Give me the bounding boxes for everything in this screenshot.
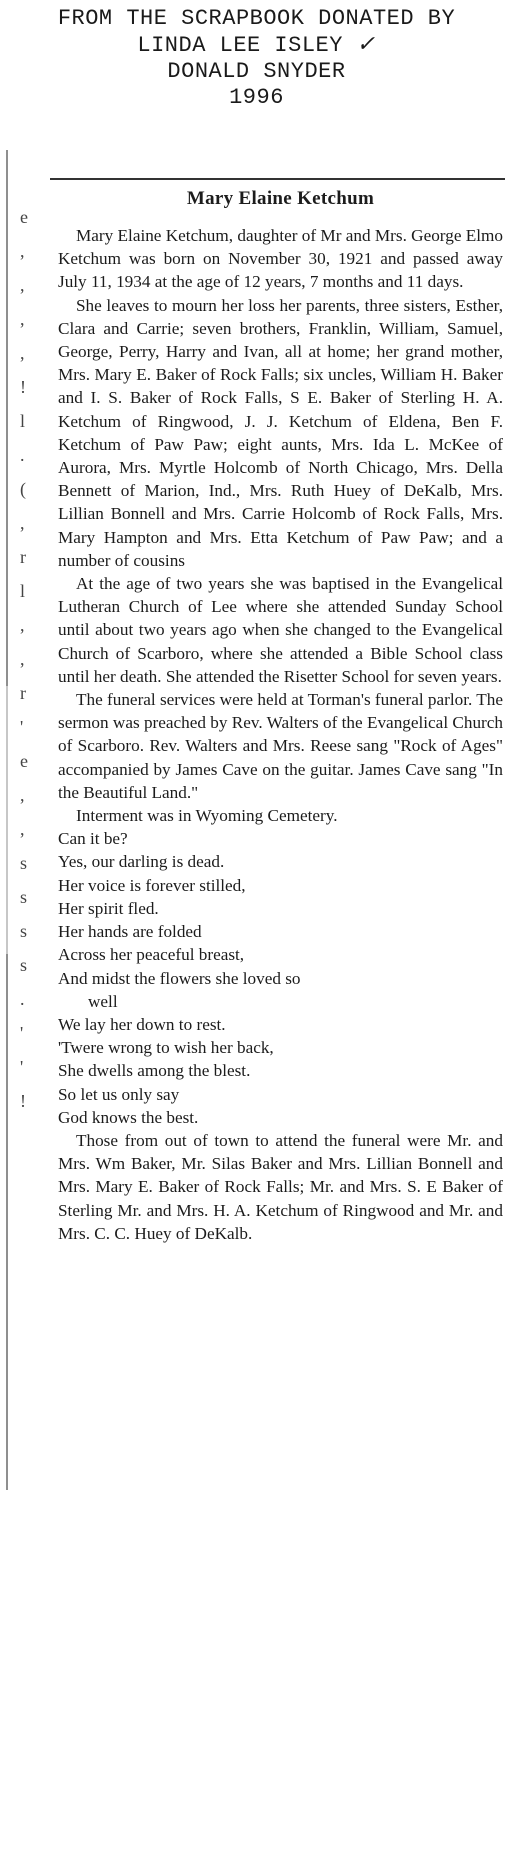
poem-line: And midst the flowers she loved so xyxy=(58,968,301,988)
poem-line: Can it be? xyxy=(58,829,128,849)
poem-line: well xyxy=(88,991,118,1011)
adjacent-column-fragment: s xyxy=(20,887,28,907)
adjacent-column-fragment: ! xyxy=(20,377,26,397)
poem-line: 'Twere wrong to wish her back, xyxy=(58,1038,274,1058)
obituary-article xyxy=(58,188,503,1245)
poem-line: Her hands are folded xyxy=(58,922,202,942)
paragraph-interment: Interment was in Wyoming Cemetery. xyxy=(76,806,338,826)
header-line-1: FROM THE SCRAPBOOK DONATED BY xyxy=(57,6,456,31)
adjacent-column-fragment: , xyxy=(20,649,25,669)
adjacent-column-fragment: l xyxy=(20,581,26,601)
adjacent-column-fragment: ' xyxy=(20,1057,24,1077)
adjacent-column-fragment: , xyxy=(20,615,25,635)
adjacent-column-fragment: , xyxy=(20,513,25,533)
adjacent-column-fragment: ! xyxy=(20,1091,26,1111)
adjacent-column-fragment: ( xyxy=(20,479,26,499)
poem-line: Her voice is forever stilled, xyxy=(58,875,246,895)
poem-line: We lay her down to rest. xyxy=(58,1014,226,1034)
adjacent-column-fragment: e xyxy=(20,207,28,227)
header-line-2 xyxy=(0,32,513,59)
adjacent-column-fragment: r xyxy=(20,547,26,567)
paragraph-survivors: She leaves to mourn her loss her parents, three sisters, Esther, Clara and Carrie; seven brothers, Franklin, William, Samuel, George, Perry, Harry and Ivan, all at home; her grand mother, Mrs. Mary E. Baker of Rock Falls; six uncles, William H. Baker and I. S. Baker of Rock Falls, S E. Baker of Sterling H. A. Ketchum of Ringwood, J. J. Ketchum of Eldena, Ben F. Ketchum of Paw Paw; eight aunts, Mrs. Ida L. McKee of Aurora, Mrs. Myrtle Holcomb of North Chicago, Mrs. Della Bennett of Marion, Ind., Mrs. Ruth Huey of DeKalb, Mrs. Lillian Bonnell and Mrs. Carrie Holcomb of Rock Falls, Mrs. Mary Hampton and Mrs. Etta Ketchum of Paw Paw; and a number of cousins xyxy=(58,295,503,570)
adjacent-column-fragment: l xyxy=(20,411,26,431)
donor-name: LINDA LEE ISLEY xyxy=(137,33,343,58)
adjacent-column-fragment: , xyxy=(20,241,25,261)
paragraph-birth: Mary Elaine Ketchum, daughter of Mr and Mrs. George Elmo Ketchum was born on November 30, 1921 and passed away July 11, 1934 at the age of 12 years, 7 months and 11 days. xyxy=(58,226,503,292)
header-year: 1996 xyxy=(229,85,284,110)
adjacent-column-fragment: , xyxy=(20,819,25,839)
adjacent-column-fragment: r xyxy=(20,683,26,703)
adjacent-column-fragment: s xyxy=(20,955,28,975)
poem-line: She dwells among the blest. xyxy=(58,1061,251,1081)
column-rule xyxy=(50,178,505,180)
adjacent-column-fragment: ' xyxy=(20,1023,24,1043)
adjacent-column-fragments xyxy=(20,200,42,1118)
poem-line: So let us only say xyxy=(58,1084,180,1104)
adjacent-column-fragment: ' xyxy=(20,717,24,737)
scrapbook-header xyxy=(0,6,513,111)
poem-line: God knows the best. xyxy=(58,1107,199,1127)
poem-line: Across her peaceful breast, xyxy=(58,945,245,965)
header-line-3: DONALD SNYDER xyxy=(167,59,346,84)
adjacent-column-fragment: , xyxy=(20,275,25,295)
paragraph-attendees: Those from out of town to attend the funeral were Mr. and Mrs. Wm Baker, Mr. Silas Baker and Mrs. Lillian Bonnell and Mrs. Mary E. Baker of Rock Falls; Mr. and Mrs. S. E Baker of Sterling Mr. and Mrs. H. A. Ketchum of Ringwood and Mr. and Mrs. C. C. Huey of DeKalb. xyxy=(58,1130,503,1243)
memorial-poem xyxy=(58,827,503,1129)
checkmark-icon: ✓ xyxy=(356,32,376,57)
adjacent-column-fragment: , xyxy=(20,785,25,805)
paragraph-baptism: At the age of two years she was baptised in the Evangelical Lutheran Church of Lee where she attended Sunday School until about two years ago when she changed to the Evangelical Church of Scarboro, where she attended a Bible School class until her death. She attended the Risetter School for seven years. xyxy=(58,574,503,686)
paragraph-funeral: The funeral services were held at Torman's funeral parlor. The sermon was preached by Rev. Walters of the Evangelical Church of Scarboro. Rev. Walters and Mrs. Reese sang "Rock of Ages" accompanied by James Cave on the guitar. James Cave sang "In the Beautiful Land." xyxy=(58,690,503,802)
adjacent-column-fragment: , xyxy=(20,343,25,363)
adjacent-column-fragment: . xyxy=(20,445,25,465)
adjacent-column-fragment: s xyxy=(20,921,28,941)
article-title: Mary Elaine Ketchum xyxy=(186,188,375,209)
poem-line: Yes, our darling is dead. xyxy=(58,852,225,872)
poem-line: Her spirit fled. xyxy=(58,898,159,918)
adjacent-column-fragment: s xyxy=(20,853,28,873)
adjacent-column-fragment: , xyxy=(20,309,25,329)
adjacent-column-fragment: . xyxy=(20,989,25,1009)
adjacent-column-fragment: e xyxy=(20,751,28,771)
clipping-edge xyxy=(6,150,8,1490)
